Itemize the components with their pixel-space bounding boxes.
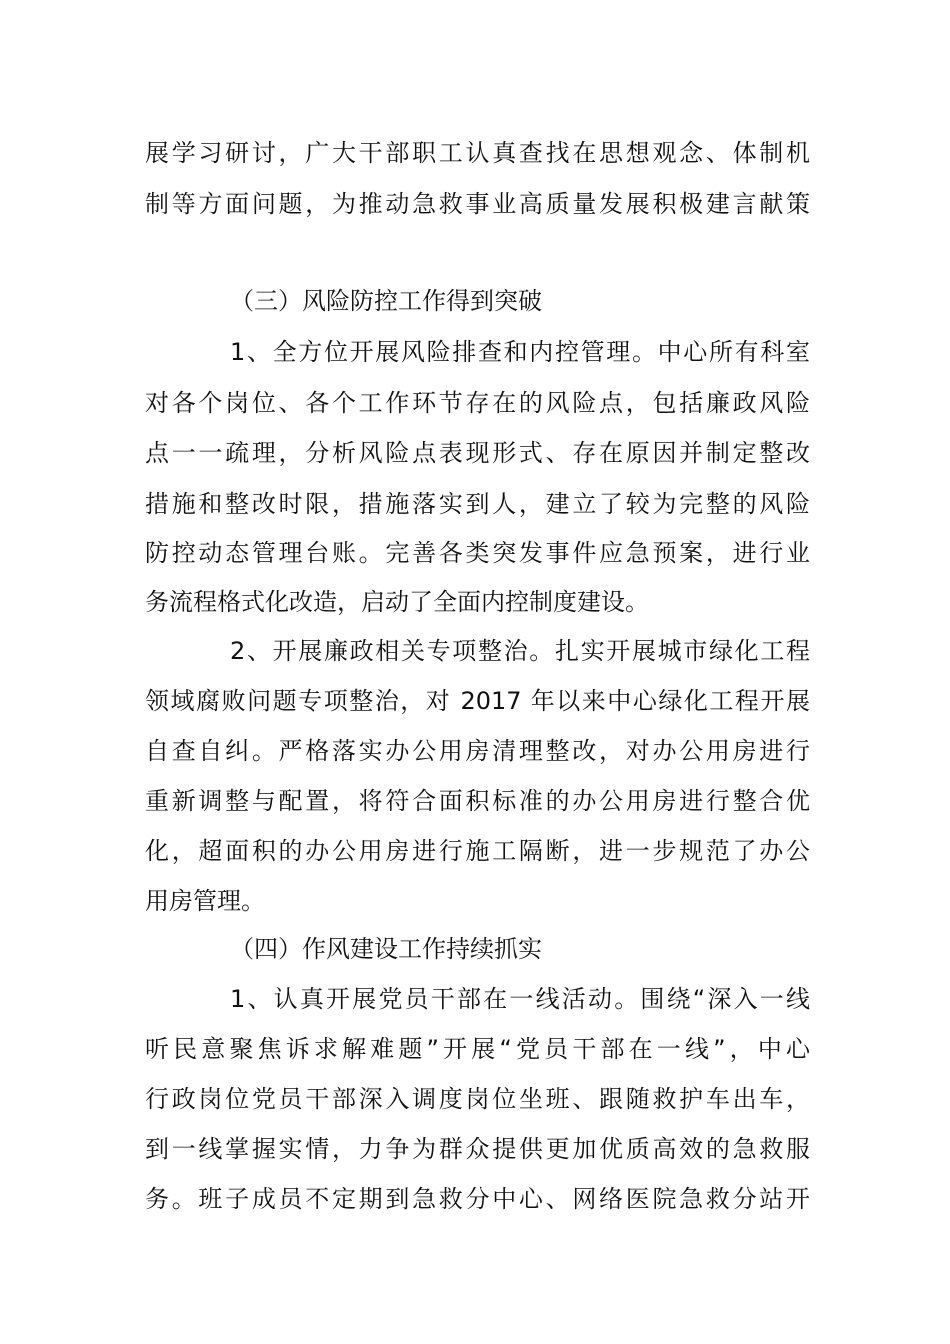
section-heading-3: （三）风险防控工作得到突破	[230, 287, 542, 315]
text-line: 点一一疏理，分析风险点表现形式、存在原因并制定整改	[145, 439, 810, 467]
text-line: 化，超面积的办公用房进行施工隔断，进一步规范了办公	[145, 837, 810, 865]
text-line: 对各个岗位、各个工作环节存在的风险点，包括廉政风险	[145, 389, 810, 417]
text-line: 用房管理。	[145, 887, 265, 915]
text-line: 到一线掌握实情，力争为群众提供更加优质高效的急救服	[145, 1135, 810, 1163]
text-line: 展学习研讨，广大干部职工认真查找在思想观念、体制机	[145, 139, 810, 167]
paragraph-first-line: 1、全方位开展风险排查和内控管理。中心所有科室	[230, 338, 810, 366]
text-line: 务。班子成员不定期到急救分中心、网络医院急救分站开	[145, 1185, 810, 1213]
section-heading-4: （四）作风建设工作持续抓实	[230, 935, 542, 963]
text-line: 领域腐败问题专项整治，对 2017 年以来中心绿化工程开展	[145, 687, 810, 715]
text-line: 行政岗位党员干部深入调度岗位坐班、跟随救护车出车，	[145, 1085, 810, 1113]
text-line: 重新调整与配置，将符合面积标准的办公用房进行整合优	[145, 787, 810, 815]
text-line: 自查自纠。严格落实办公用房清理整改，对办公用房进行	[145, 737, 810, 765]
text-line: 听民意聚焦诉求解难题”开展“党员干部在一线”，中心	[145, 1035, 810, 1063]
text-line: 制等方面问题，为推动急救事业高质量发展积极建言献策	[145, 190, 810, 218]
paragraph-first-line: 1、认真开展党员干部在一线活动。围绕“深入一线	[230, 985, 810, 1013]
paragraph-first-line: 2、开展廉政相关专项整治。扎实开展城市绿化工程	[230, 637, 810, 665]
text-line: 防控动态管理台账。完善各类突发事件应急预案，进行业	[145, 539, 810, 567]
text-line: 务流程格式化改造，启动了全面内控制度建设。	[145, 588, 649, 616]
text-line: 措施和整改时限，措施落实到人，建立了较为完整的风险	[145, 490, 810, 518]
